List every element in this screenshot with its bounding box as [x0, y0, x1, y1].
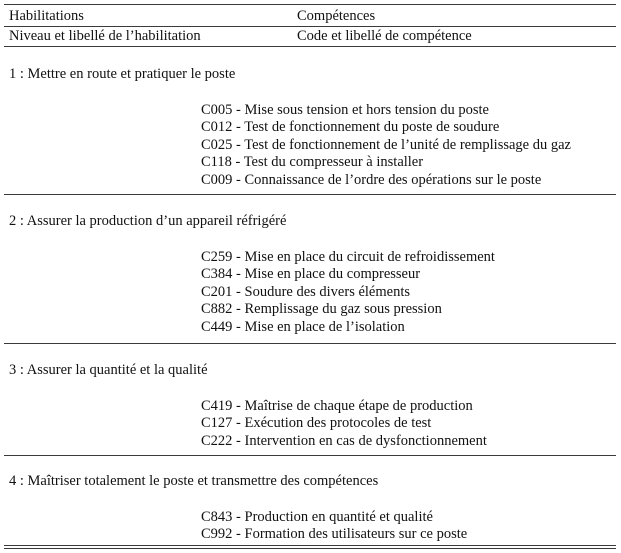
competence-list — [201, 398, 487, 450]
competence-item: C259 - Mise en place du circuit de refroidissement — [201, 249, 495, 265]
competence-item: C384 - Mise en place du compresseur — [201, 266, 421, 283]
habilitation-title: 2 : Assurer la production d’un appareil réfrigéré — [9, 213, 287, 229]
competence-table — [4, 0, 616, 553]
header-competences: Compétences — [297, 8, 376, 24]
competence-item: C118 - Test du compresseur à installer — [201, 154, 424, 171]
competence-item: C127 - Exécution des protocoles de test — [201, 415, 432, 432]
competence-item: C449 - Mise en place de l’isolation — [201, 318, 405, 335]
competence-item: C025 - Test de fonctionnement de l’unité de remplissage du gaz — [201, 136, 571, 153]
competence-item: C992 - Formation des utilisateurs sur ce poste — [201, 526, 468, 543]
competence-list — [201, 509, 467, 544]
competence-list — [201, 102, 571, 189]
header-habilitations: Habilitations — [9, 8, 84, 24]
habilitation-title: 3 : Assurer la quantité et la qualité — [9, 362, 208, 378]
competence-list — [201, 249, 495, 336]
habilitation-title: 4 : Maîtriser totalement le poste et transmettre des compétences — [9, 473, 379, 489]
section-rule — [4, 455, 616, 456]
competence-item: C201 - Soudure des divers éléments — [201, 283, 411, 300]
competence-item: C005 - Mise sous tension et hors tension du poste — [201, 102, 489, 118]
competence-item: C843 - Production en quantité et qualité — [201, 509, 433, 525]
table-bottom-rule — [4, 545, 616, 549]
subheader-habilitation-level: Niveau et libellé de l’habilitation — [9, 28, 201, 44]
table-top-rule — [4, 4, 616, 5]
subheader-competence-code: Code et libellé de compétence — [297, 28, 472, 44]
section-rule — [4, 194, 616, 195]
competence-item: C009 - Connaissance de l’ordre des opérations sur le poste — [201, 171, 542, 188]
competence-item: C012 - Test de fonctionnement du poste de soudure — [201, 119, 500, 136]
competence-item: C222 - Intervention en cas de dysfonctionnement — [201, 432, 487, 449]
competence-item: C419 - Maîtrise de chaque étape de production — [201, 398, 473, 414]
section-rule — [4, 343, 616, 344]
habilitation-title: 1 : Mettre en route et pratiquer le poste — [9, 66, 236, 82]
competence-item: C882 - Remplissage du gaz sous pression — [201, 301, 442, 318]
subheader-rule — [4, 46, 616, 47]
